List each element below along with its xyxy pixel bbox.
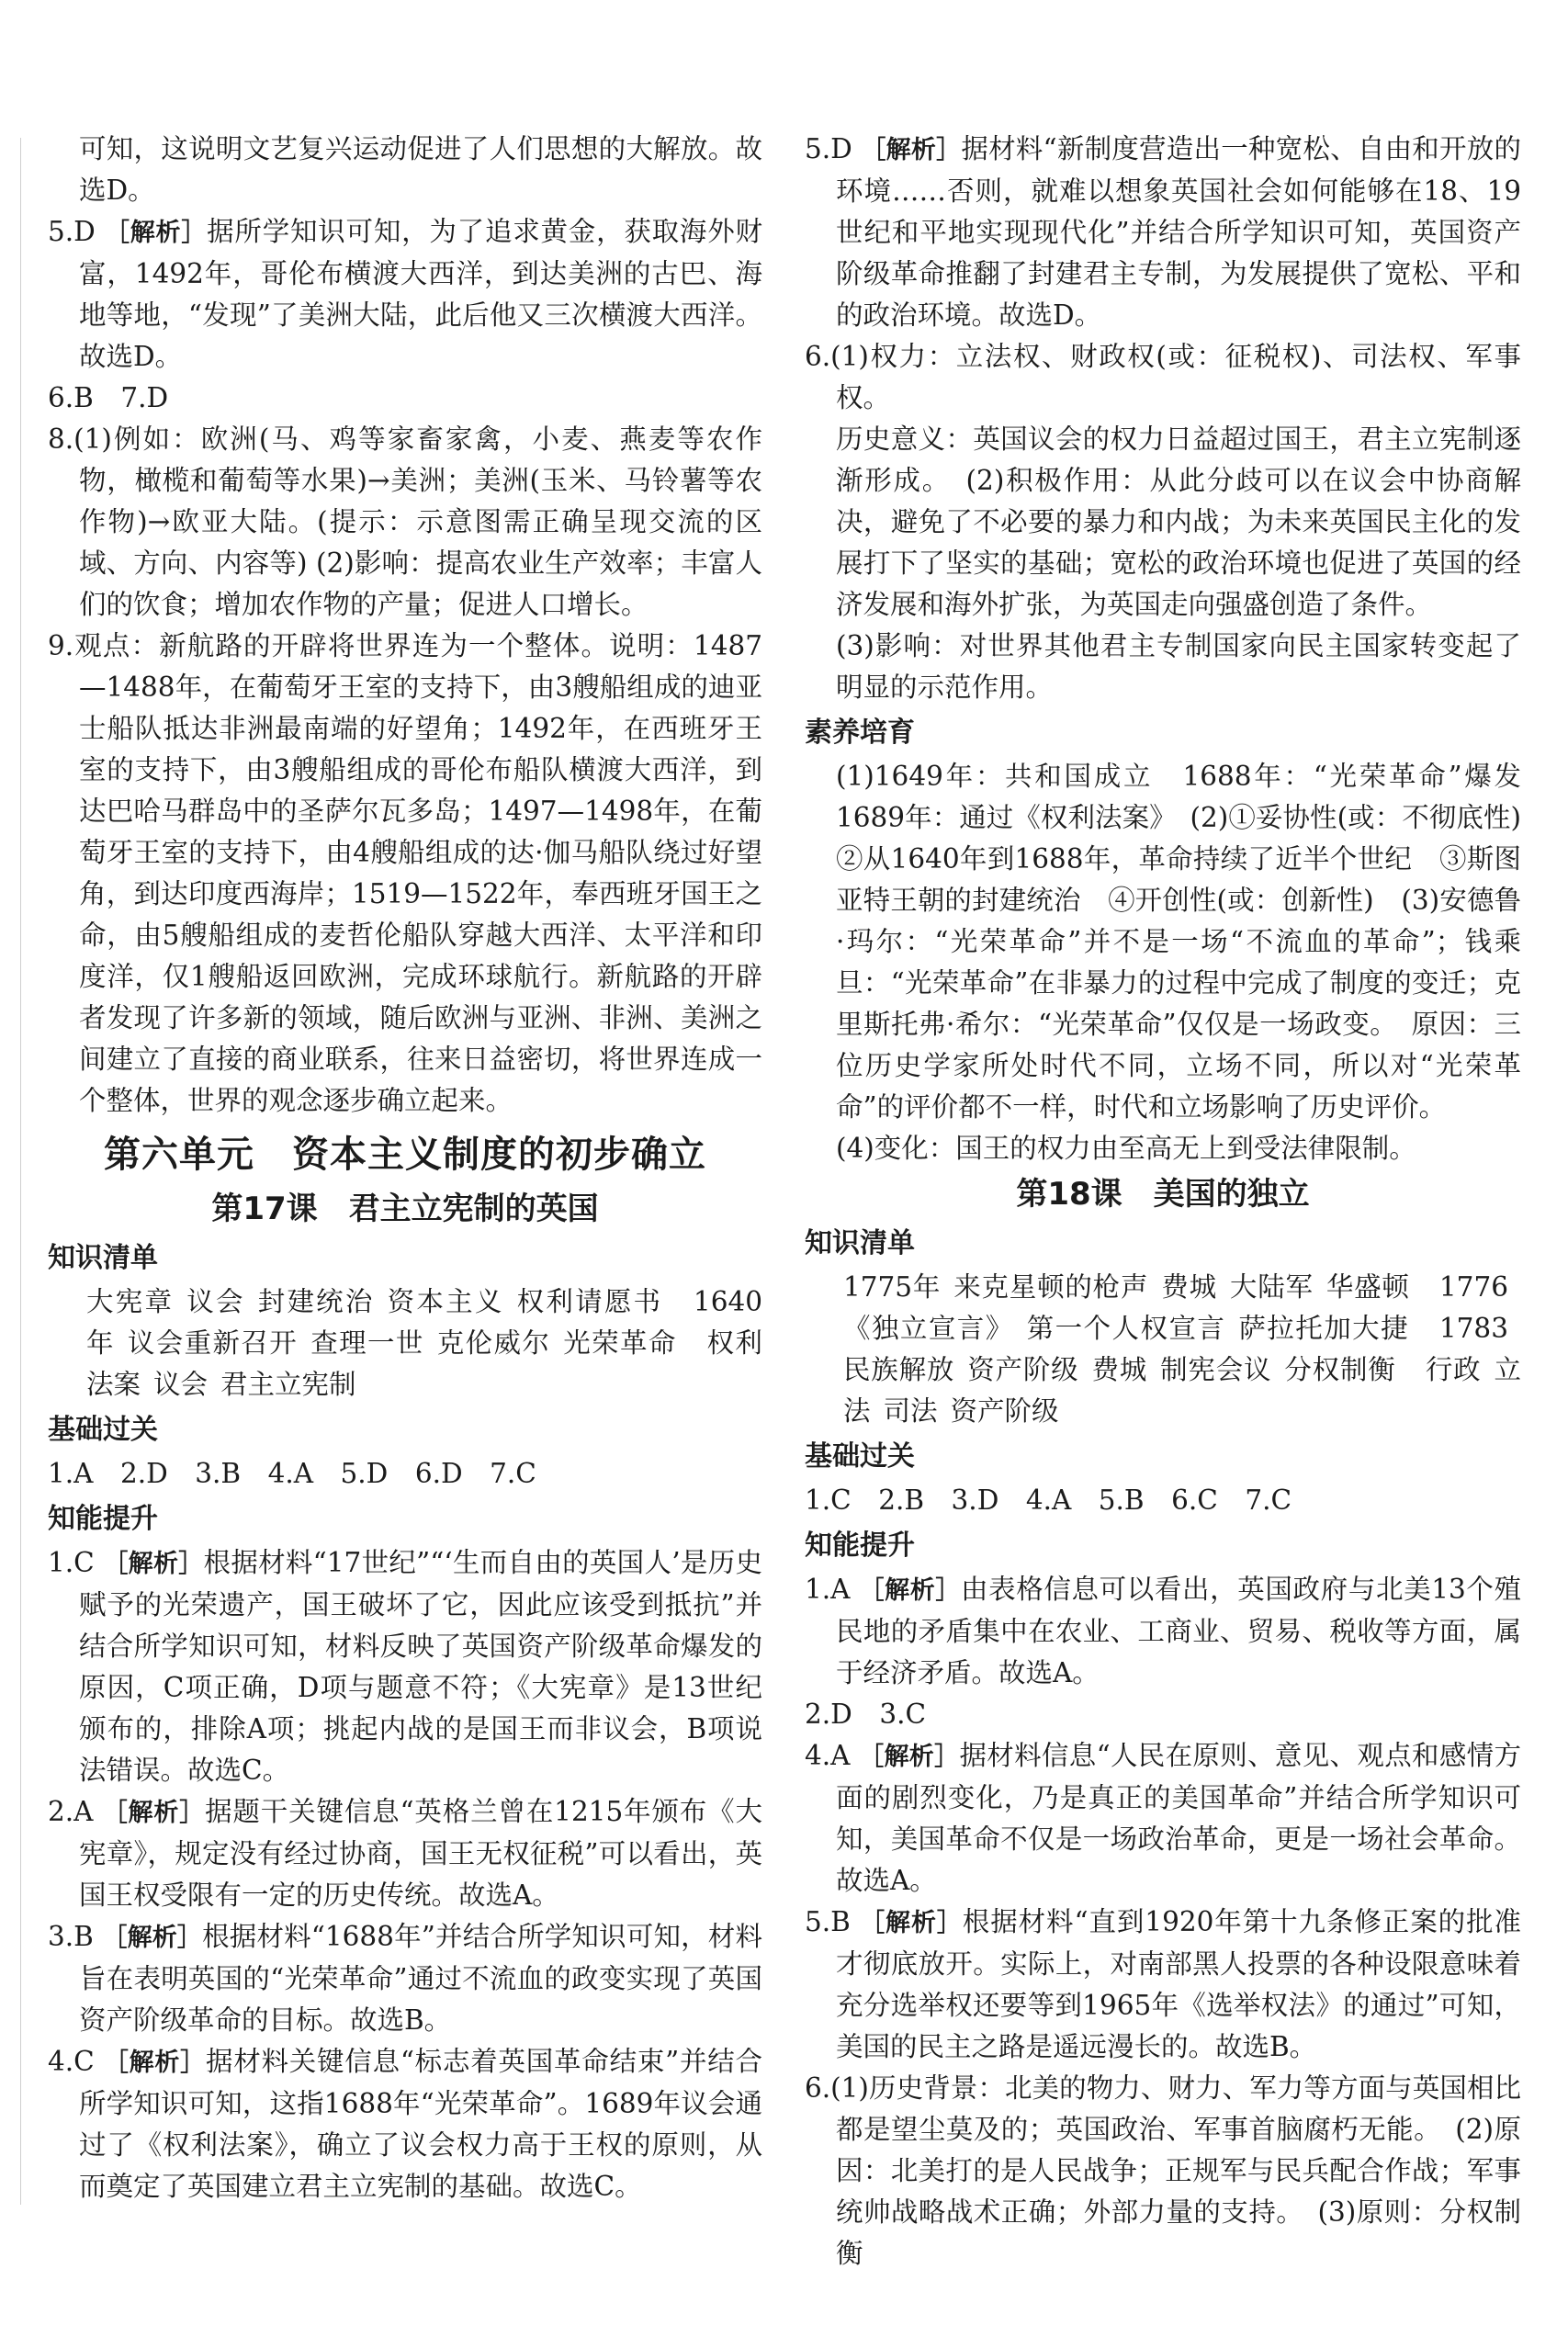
basic-answers: 1.A 2.D 3.B 4.A 5.D 6.D 7.C: [48, 1458, 536, 1489]
answer-item: (3)影响：对世界其他君主专制国家向民主国家转变起了明显的示范作用。: [836, 630, 1521, 703]
section-heading: 知能提升: [805, 1530, 915, 1562]
answer-item: 2.A ［解析］据题干关键信息“英格兰曾在1215年颁布《大宪章》，规定没有经过协商，国王无权征税”可以看出，英国王权受限有一定的历史传统。故选A。: [48, 1796, 762, 1911]
lesson-title: 第17课 君主立宪制的英国: [211, 1191, 599, 1227]
answer-item: 历史意义：英国议会的权力日益超过国王，君主立宪制逐渐形成。 (2)积极作用：从此分歧可以在议会中协商解决，避免了不必要的暴力和内战；为未来英国民主化的发展打下了坚实的基础；宽松的政治环境也促进了英国的经济发展和海外扩张，为英国走向强盛创造了条件。: [836, 423, 1521, 620]
answer-item: 5.D ［解析］据材料“新制度营造出一种宽松、自由和开放的环境……否则，就难以想象英国社会如何能够在18、19世纪和平地实现现代化”并结合所学知识可知，英国资产阶级革命推翻了封建君主专制，为发展提供了宽松、平和的政治环境。故选D。: [805, 133, 1521, 331]
section-heading: 素养培育: [805, 717, 915, 749]
right-column: [805, 129, 1549, 2275]
answer-item: 4.C ［解析］据材料关键信息“标志着英国革命结束”并结合所学知识可知，这指1688年“光荣革命”。1689年议会通过了《权利法案》，确立了议会权力高于王权的原则，从而奠定了英国建立君主立宪制的基础。故选C。: [48, 2046, 762, 2202]
answer-item: 6.(1)历史背景：北美的物力、财力、军力等方面与英国相比都是望尘莫及的；英国政治、军事首脑腐朽无能。 (2)原因：北美打的是人民战争；正规军与民兵配合作战；军事统帅战略战术正确；外部力量的支持。 (3)原则：分权制衡: [805, 2072, 1521, 2269]
answer-item: 1.A ［解析］由表格信息可以看出，英国政府与北美13个殖民地的矛盾集中在农业、工商业、贸易、税收等方面，属于经济矛盾。故选A。: [805, 1574, 1521, 1688]
answer-item: 8.(1)例如：欧洲(马、鸡等家畜家禽，小麦、燕麦等农作物，橄榄和葡萄等水果)→美洲；美洲(玉米、马铃薯等农作物)→欧亚大陆。(提示：示意图需正确呈现交流的区域、方向、内容等) (2)影响：提高农业生产效率；丰富人们的饮食；增加农作物的产量；促进人口增长。: [48, 423, 762, 620]
knowledge-list: 大宪章 议会 封建统治 资本主义 权利请愿书 1640年 议会重新召开 查理一世 克伦威尔 光荣革命 权利法案 议会 君主立宪制: [86, 1286, 762, 1400]
unit-title: 第六单元 资本主义制度的初步确立: [104, 1134, 706, 1176]
answer-item: 1.C ［解析］根据材料“17世纪”“‘生而自由的英国人’是历史赋予的光荣遗产，国王破坏了它，因此应该受到抵抗”并结合所学知识可知，材料反映了英国资产阶级革命爆发的原因，C项正确，D项与题意不符；《大宪章》是13世纪颁布的，排除A项；挑起内战的是国王而非议会，B项说法错误。故选C。: [48, 1547, 762, 1786]
binding-rule: [20, 138, 21, 2205]
basic-answers: 1.C 2.B 3.D 4.A 5.B 6.C 7.C: [805, 1484, 1292, 1516]
section-heading: 基础过关: [48, 1414, 158, 1446]
literacy-answer: (1)1649年：共和国成立 1688年：“光荣革命”爆发 1689年：通过《权利法案》 (2)①妥协性(或：不彻底性) ②从1640年到1688年，革命持续了近半个世纪 ③斯图亚特王朝的封建统治 ④开创性(或：创新性) (3)安德鲁·玛尔：“光荣革命”并不是一场“不流血的革命”；钱乘旦：“光荣革命”在非暴力的过程中完成了制度的变迁；克里斯托弗·希尔：“光荣革命”仅仅是一场政变。 原因：三位历史学家所处时代不同，立场不同，所以对“光荣革命”的评价都不一样，时代和立场影响了历史评价。: [836, 761, 1549, 1123]
answer-item: 6.B 7.D: [48, 382, 169, 413]
left-column: [48, 129, 762, 2207]
answer-item: 9.观点：新航路的开辟将世界连为一个整体。说明：1487—1488年，在葡萄牙王室的支持下，由3艘船组成的迪亚士船队抵达非洲最南端的好望角；1492年，在西班牙王室的支持下，由3艘船组成的哥伦布船队横渡大西洋，到达巴哈马群岛中的圣萨尔瓦多岛；1497—1498年，在葡萄牙王室的支持下，由4艘船组成的达·伽马船队绕过好望角，到达印度西海岸；1519—1522年，奉西班牙国王之命，由5艘船组成的麦哲伦船队穿越大西洋、太平洋和印度洋，仅1艘船返回欧洲，完成环球航行。新航路的开辟者发现了许多新的领域，随后欧洲与亚洲、非洲、美洲之间建立了直接的商业联系，往来日益密切，将世界连成一个整体，世界的观念逐步确立起来。: [48, 630, 762, 1116]
section-heading: 基础过关: [805, 1440, 915, 1473]
section-heading: 知识清单: [48, 1242, 158, 1274]
answer-item: 5.D ［解析］据所学知识可知，为了追求黄金，获取海外财富，1492年，哥伦布横渡大西洋，到达美洲的古巴、海地等地，“发现”了美洲大陆，此后他又三次横渡大西洋。故选D。: [48, 216, 762, 372]
lesson-title: 第18课 美国的独立: [1016, 1176, 1310, 1213]
section-heading: 知能提升: [48, 1503, 158, 1535]
answer-item: 5.B ［解析］根据材料“直到1920年第十九条修正案的批准才彻底放开。实际上，对南部黑人投票的各种设限意味着充分选举权还要等到1965年《选举权法》的通过”可知，美国的民主之路是遥远漫长的。故选B。: [805, 1906, 1521, 2062]
literacy-answer: (4)变化：国王的权力由至高无上到受法律限制。: [836, 1133, 1416, 1164]
answer-item: 6.(1)权力：立法权、财政权(或：征税权)、司法权、军事权。: [805, 341, 1521, 413]
answer-item: 4.A ［解析］据材料信息“人民在原则、意见、观点和感情方面的剧烈变化，乃是真正的美国革命”并结合所学知识可知，美国革命不仅是一场政治革命，更是一场社会革命。故选A。: [805, 1740, 1521, 1896]
answer-item: 可知，这说明文艺复兴运动促进了人们思想的大解放。故选D。: [79, 133, 762, 206]
answer-item: 3.B ［解析］根据材料“1688年”并结合所学知识可知，材料旨在表明英国的“光荣革命”通过不流血的政变实现了英国资产阶级革命的目标。故选B。: [48, 1921, 762, 2036]
answer-item: 2.D 3.C: [805, 1699, 927, 1730]
section-heading: 知识清单: [805, 1227, 915, 1259]
knowledge-list: 1775年 来克星顿的枪声 费城 大陆军 华盛顿 1776《独立宣言》 第一个人权宣言 萨拉托加大捷 1783民族解放 资产阶级 费城 制宪会议 分权制衡 行政 立法 司法 资产阶级: [843, 1271, 1521, 1427]
